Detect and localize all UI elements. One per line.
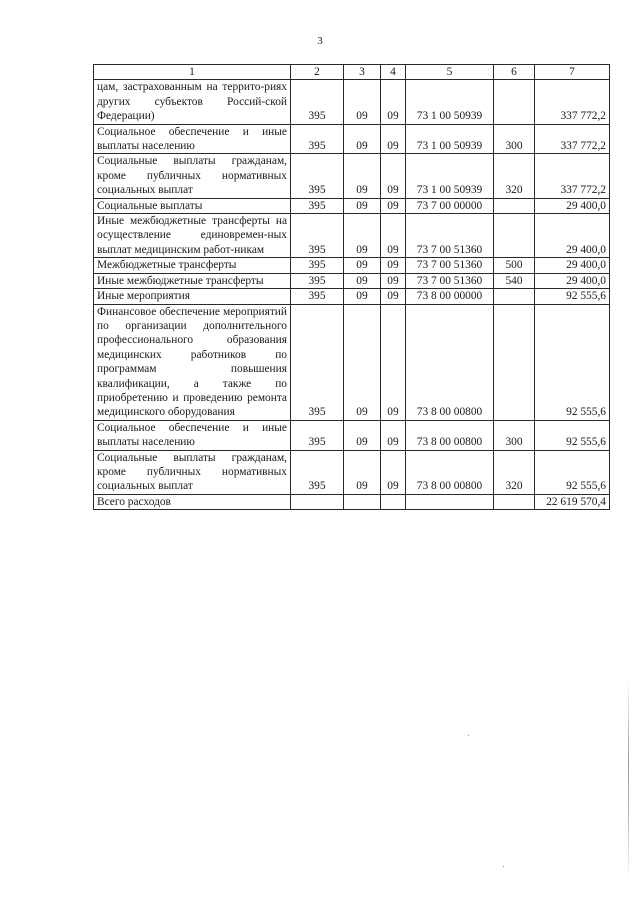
row-value-cell: 395 <box>291 258 344 273</box>
table-row <box>94 258 610 273</box>
row-value-cell: 09 <box>381 258 406 273</box>
row-name-cell: Социальное обеспечение и иные выплаты населению <box>94 420 291 450</box>
scan-speck <box>468 735 469 736</box>
row-value-cell: 395 <box>291 273 344 288</box>
expenditure-table <box>93 64 610 510</box>
table-row <box>94 154 610 198</box>
row-value-cell: 500 <box>494 258 535 273</box>
header-cell: 2 <box>291 65 344 80</box>
scan-edge-line <box>628 680 629 880</box>
row-value-cell <box>494 289 535 304</box>
row-name-cell: Межбюджетные трансферты <box>94 258 291 273</box>
row-value-cell: 337 772,2 <box>535 80 610 124</box>
row-value-cell: 73 8 00 00800 <box>406 420 494 450</box>
row-value-cell: 395 <box>291 450 344 494</box>
row-value-cell: 09 <box>381 124 406 154</box>
row-value-cell: 09 <box>344 420 381 450</box>
row-value-cell: 29 400,0 <box>535 214 610 258</box>
table-row <box>94 420 610 450</box>
row-value-cell: 337 772,2 <box>535 154 610 198</box>
row-name-cell: Иные мероприятия <box>94 289 291 304</box>
table-row <box>94 80 610 124</box>
row-value-cell: 73 7 00 00000 <box>406 198 494 213</box>
empty-cell <box>494 494 535 509</box>
row-value-cell: 395 <box>291 154 344 198</box>
row-value-cell: 320 <box>494 154 535 198</box>
row-value-cell: 73 7 00 51360 <box>406 258 494 273</box>
total-label: Всего расходов <box>94 494 291 509</box>
row-name-cell: Социальные выплаты <box>94 198 291 213</box>
row-name-cell: Социальные выплаты гражданам, кроме публичных нормативных социальных выплат <box>94 450 291 494</box>
row-value-cell: 09 <box>344 289 381 304</box>
total-row <box>94 494 610 509</box>
row-value-cell: 395 <box>291 80 344 124</box>
row-value-cell: 09 <box>344 273 381 288</box>
row-value-cell: 395 <box>291 214 344 258</box>
row-value-cell: 09 <box>344 124 381 154</box>
row-value-cell: 09 <box>381 450 406 494</box>
row-value-cell: 73 7 00 51360 <box>406 214 494 258</box>
row-value-cell: 92 555,6 <box>535 289 610 304</box>
row-value-cell: 29 400,0 <box>535 198 610 213</box>
row-name-cell: цам, застрахованным на террито-риях других субъектов Россий-ской Федерации) <box>94 80 291 124</box>
row-value-cell: 92 555,6 <box>535 450 610 494</box>
row-name-cell: Социальное обеспечение и иные выплаты населению <box>94 124 291 154</box>
row-value-cell: 09 <box>381 289 406 304</box>
row-value-cell: 395 <box>291 289 344 304</box>
header-cell: 5 <box>406 65 494 80</box>
row-value-cell: 73 7 00 51360 <box>406 273 494 288</box>
row-value-cell: 320 <box>494 450 535 494</box>
row-value-cell: 09 <box>344 450 381 494</box>
row-value-cell: 09 <box>381 420 406 450</box>
table-row <box>94 450 610 494</box>
header-cell: 6 <box>494 65 535 80</box>
row-name-cell: Иные межбюджетные трансферты на осуществление единовремен-ных выплат медицинским работ-никам <box>94 214 291 258</box>
table-row <box>94 198 610 213</box>
row-value-cell: 73 8 00 00800 <box>406 450 494 494</box>
row-value-cell: 395 <box>291 304 344 420</box>
scan-speck <box>503 866 504 867</box>
row-value-cell: 09 <box>381 154 406 198</box>
row-value-cell: 395 <box>291 420 344 450</box>
row-value-cell: 73 8 00 00800 <box>406 304 494 420</box>
row-value-cell: 09 <box>381 273 406 288</box>
row-value-cell: 09 <box>344 154 381 198</box>
header-cell: 4 <box>381 65 406 80</box>
row-value-cell: 09 <box>381 198 406 213</box>
row-value-cell: 300 <box>494 124 535 154</box>
row-value-cell: 29 400,0 <box>535 258 610 273</box>
row-value-cell: 09 <box>344 258 381 273</box>
row-value-cell: 09 <box>344 304 381 420</box>
row-value-cell: 09 <box>381 80 406 124</box>
row-value-cell: 73 8 00 00000 <box>406 289 494 304</box>
row-value-cell: 09 <box>344 214 381 258</box>
empty-cell <box>406 494 494 509</box>
table-row <box>94 304 610 420</box>
header-cell: 3 <box>344 65 381 80</box>
empty-cell <box>291 494 344 509</box>
table-row <box>94 124 610 154</box>
row-value-cell: 73 1 00 50939 <box>406 80 494 124</box>
empty-cell <box>344 494 381 509</box>
row-value-cell <box>494 214 535 258</box>
row-value-cell: 337 772,2 <box>535 124 610 154</box>
row-value-cell: 92 555,6 <box>535 420 610 450</box>
row-value-cell <box>494 198 535 213</box>
total-value: 22 619 570,4 <box>535 494 610 509</box>
row-value-cell: 09 <box>381 214 406 258</box>
row-name-cell: Финансовое обеспечение мероприятий по организации дополнительного профессионального образования медицинских работников по программам повышения квалификации, а также по приобретению и проведению ремонта медицинского оборудования <box>94 304 291 420</box>
table-row <box>94 289 610 304</box>
row-value-cell <box>494 80 535 124</box>
row-value-cell: 540 <box>494 273 535 288</box>
row-value-cell: 09 <box>344 198 381 213</box>
empty-cell <box>381 494 406 509</box>
table-header-row <box>94 65 610 80</box>
row-name-cell: Социальные выплаты гражданам, кроме публичных нормативных социальных выплат <box>94 154 291 198</box>
row-value-cell: 395 <box>291 198 344 213</box>
page-number: 3 <box>317 35 323 47</box>
row-value-cell: 73 1 00 50939 <box>406 124 494 154</box>
table-row <box>94 214 610 258</box>
row-value-cell: 29 400,0 <box>535 273 610 288</box>
table-row <box>94 273 610 288</box>
row-value-cell <box>494 304 535 420</box>
row-value-cell: 09 <box>381 304 406 420</box>
row-value-cell: 300 <box>494 420 535 450</box>
header-cell: 7 <box>535 65 610 80</box>
row-name-cell: Иные межбюджетные трансферты <box>94 273 291 288</box>
row-value-cell: 73 1 00 50939 <box>406 154 494 198</box>
header-cell: 1 <box>94 65 291 80</box>
row-value-cell: 09 <box>344 80 381 124</box>
row-value-cell: 92 555,6 <box>535 304 610 420</box>
row-value-cell: 395 <box>291 124 344 154</box>
